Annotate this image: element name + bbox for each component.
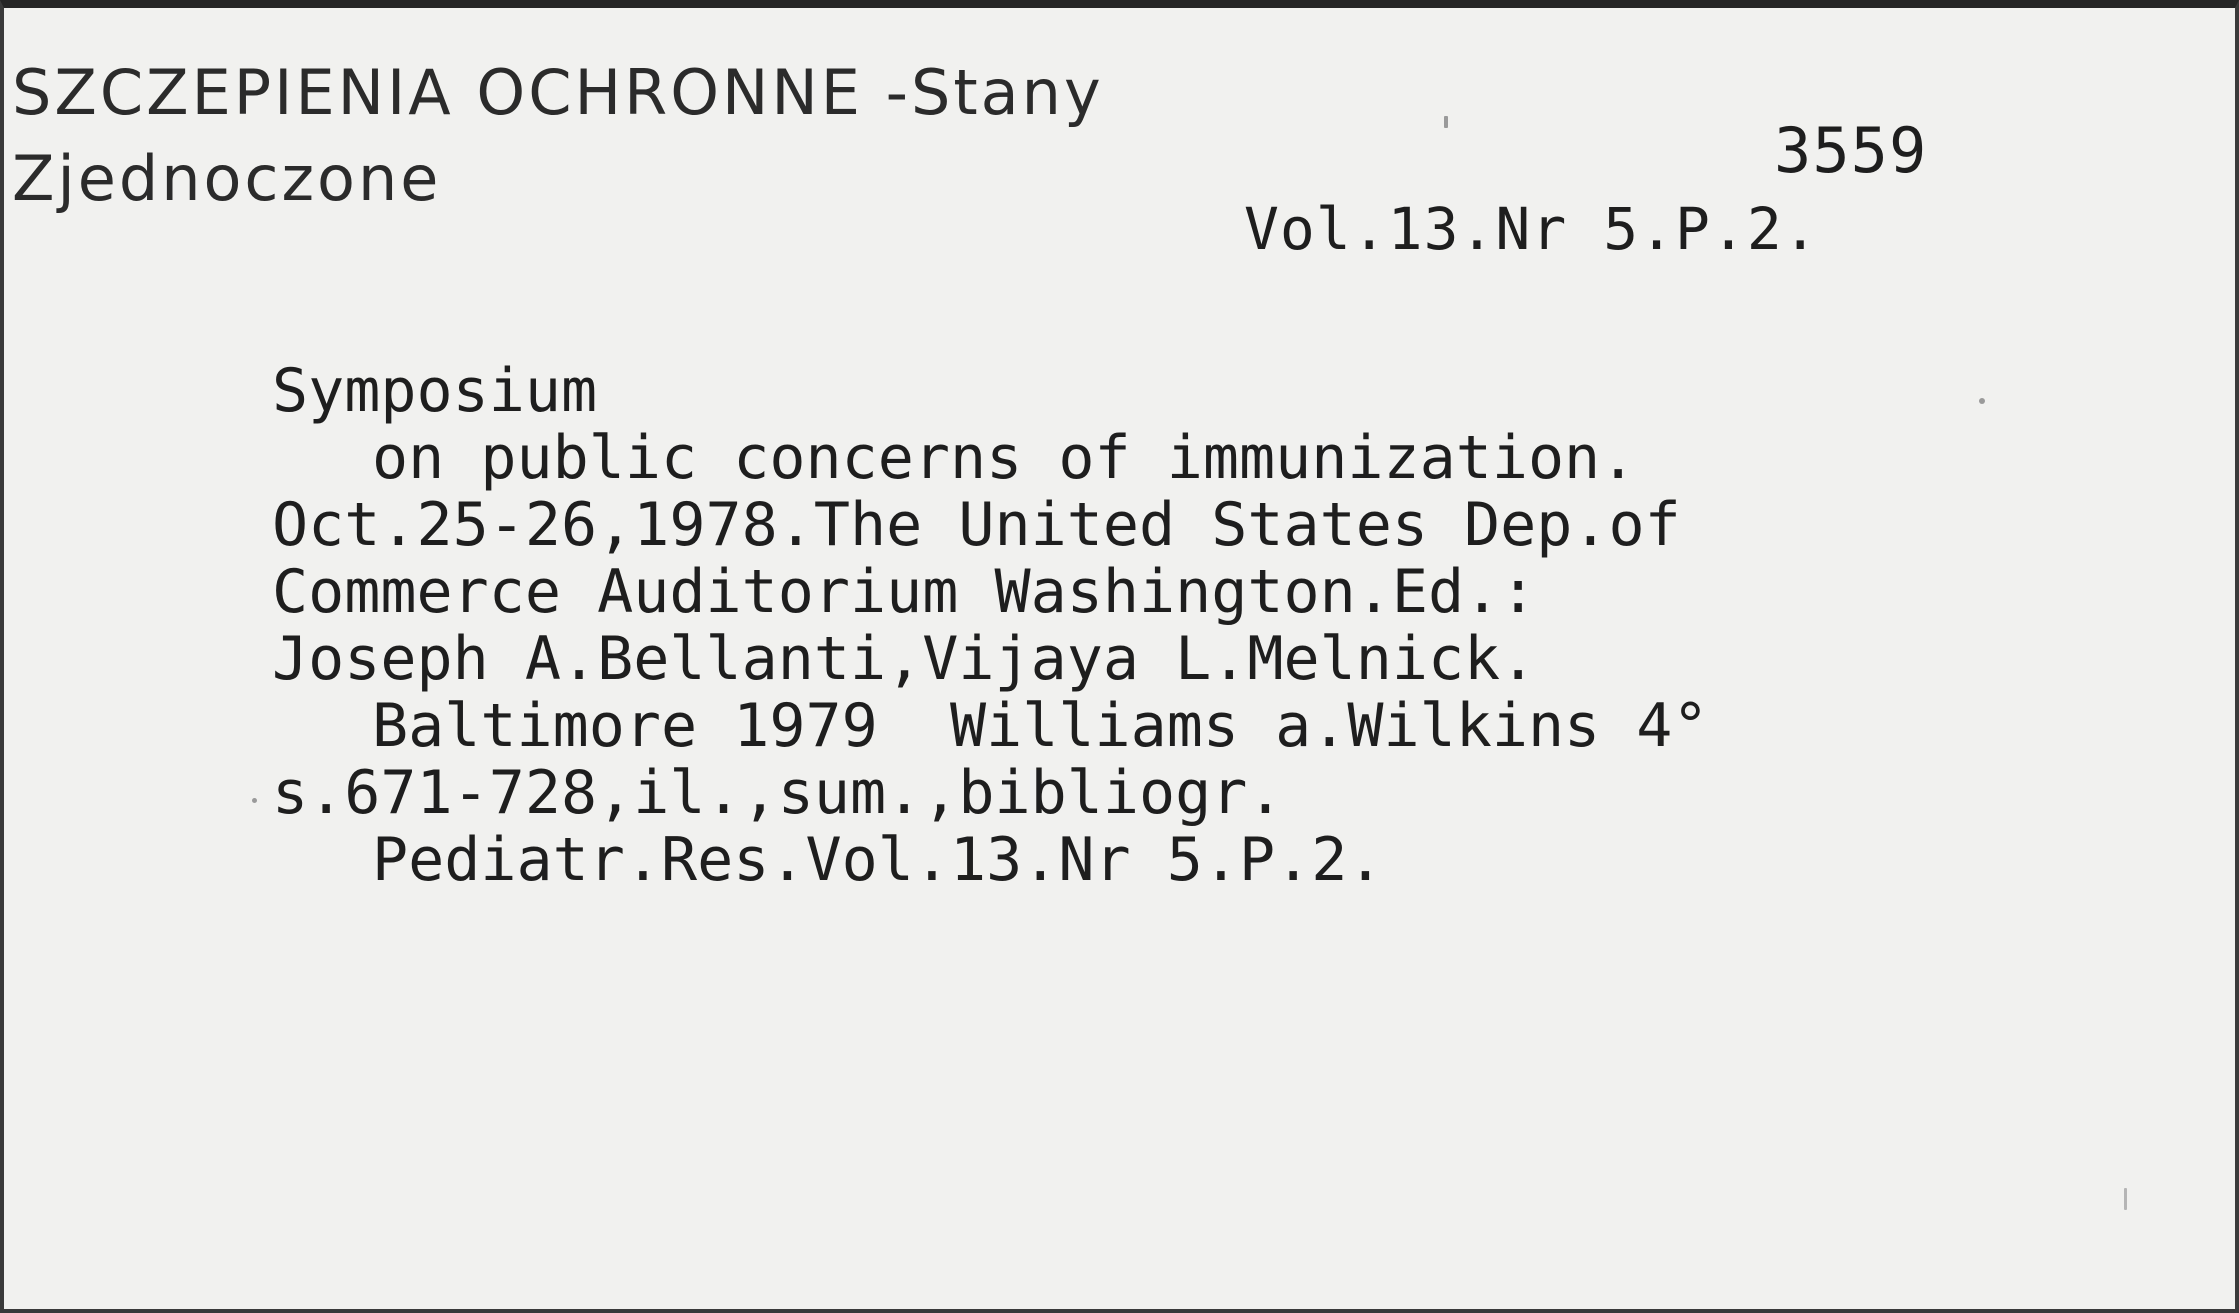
entry-imprint-line: Baltimore 1979 Williams a.Wilkins 4° <box>372 691 1709 761</box>
shelf-mark: Vol.13.Nr 5.P.2. <box>1244 195 1819 263</box>
entry-editors-line: Joseph A.Bellanti,Vijaya L.Melnick. <box>272 624 1537 694</box>
scan-speck <box>1444 116 1448 128</box>
entry-venue-editor-line: Commerce Auditorium Washington.Ed.: <box>272 557 1537 627</box>
scan-speck <box>252 798 257 803</box>
scan-speck <box>1979 398 1985 404</box>
subject-heading-line-2: Zjednoczone <box>12 142 442 215</box>
entry-date-venue-line: Oct.25-26,1978.The United States Dep.of <box>272 490 1681 560</box>
subject-heading-line-1: SZCZEPIENIA OCHRONNE -Stany <box>12 56 1104 129</box>
accession-number: 3559 <box>1774 114 1928 187</box>
entry-subtitle-line: on public concerns of immunization. <box>372 423 1637 493</box>
scan-speck <box>2124 1188 2127 1210</box>
entry-pagination-line: s.671-728,il.,sum.,bibliogr. <box>272 758 1284 828</box>
entry-series-line: Pediatr.Res.Vol.13.Nr 5.P.2. <box>372 825 1384 895</box>
bibliographic-entry <box>272 358 1709 894</box>
entry-title-line: Symposium <box>272 356 598 426</box>
